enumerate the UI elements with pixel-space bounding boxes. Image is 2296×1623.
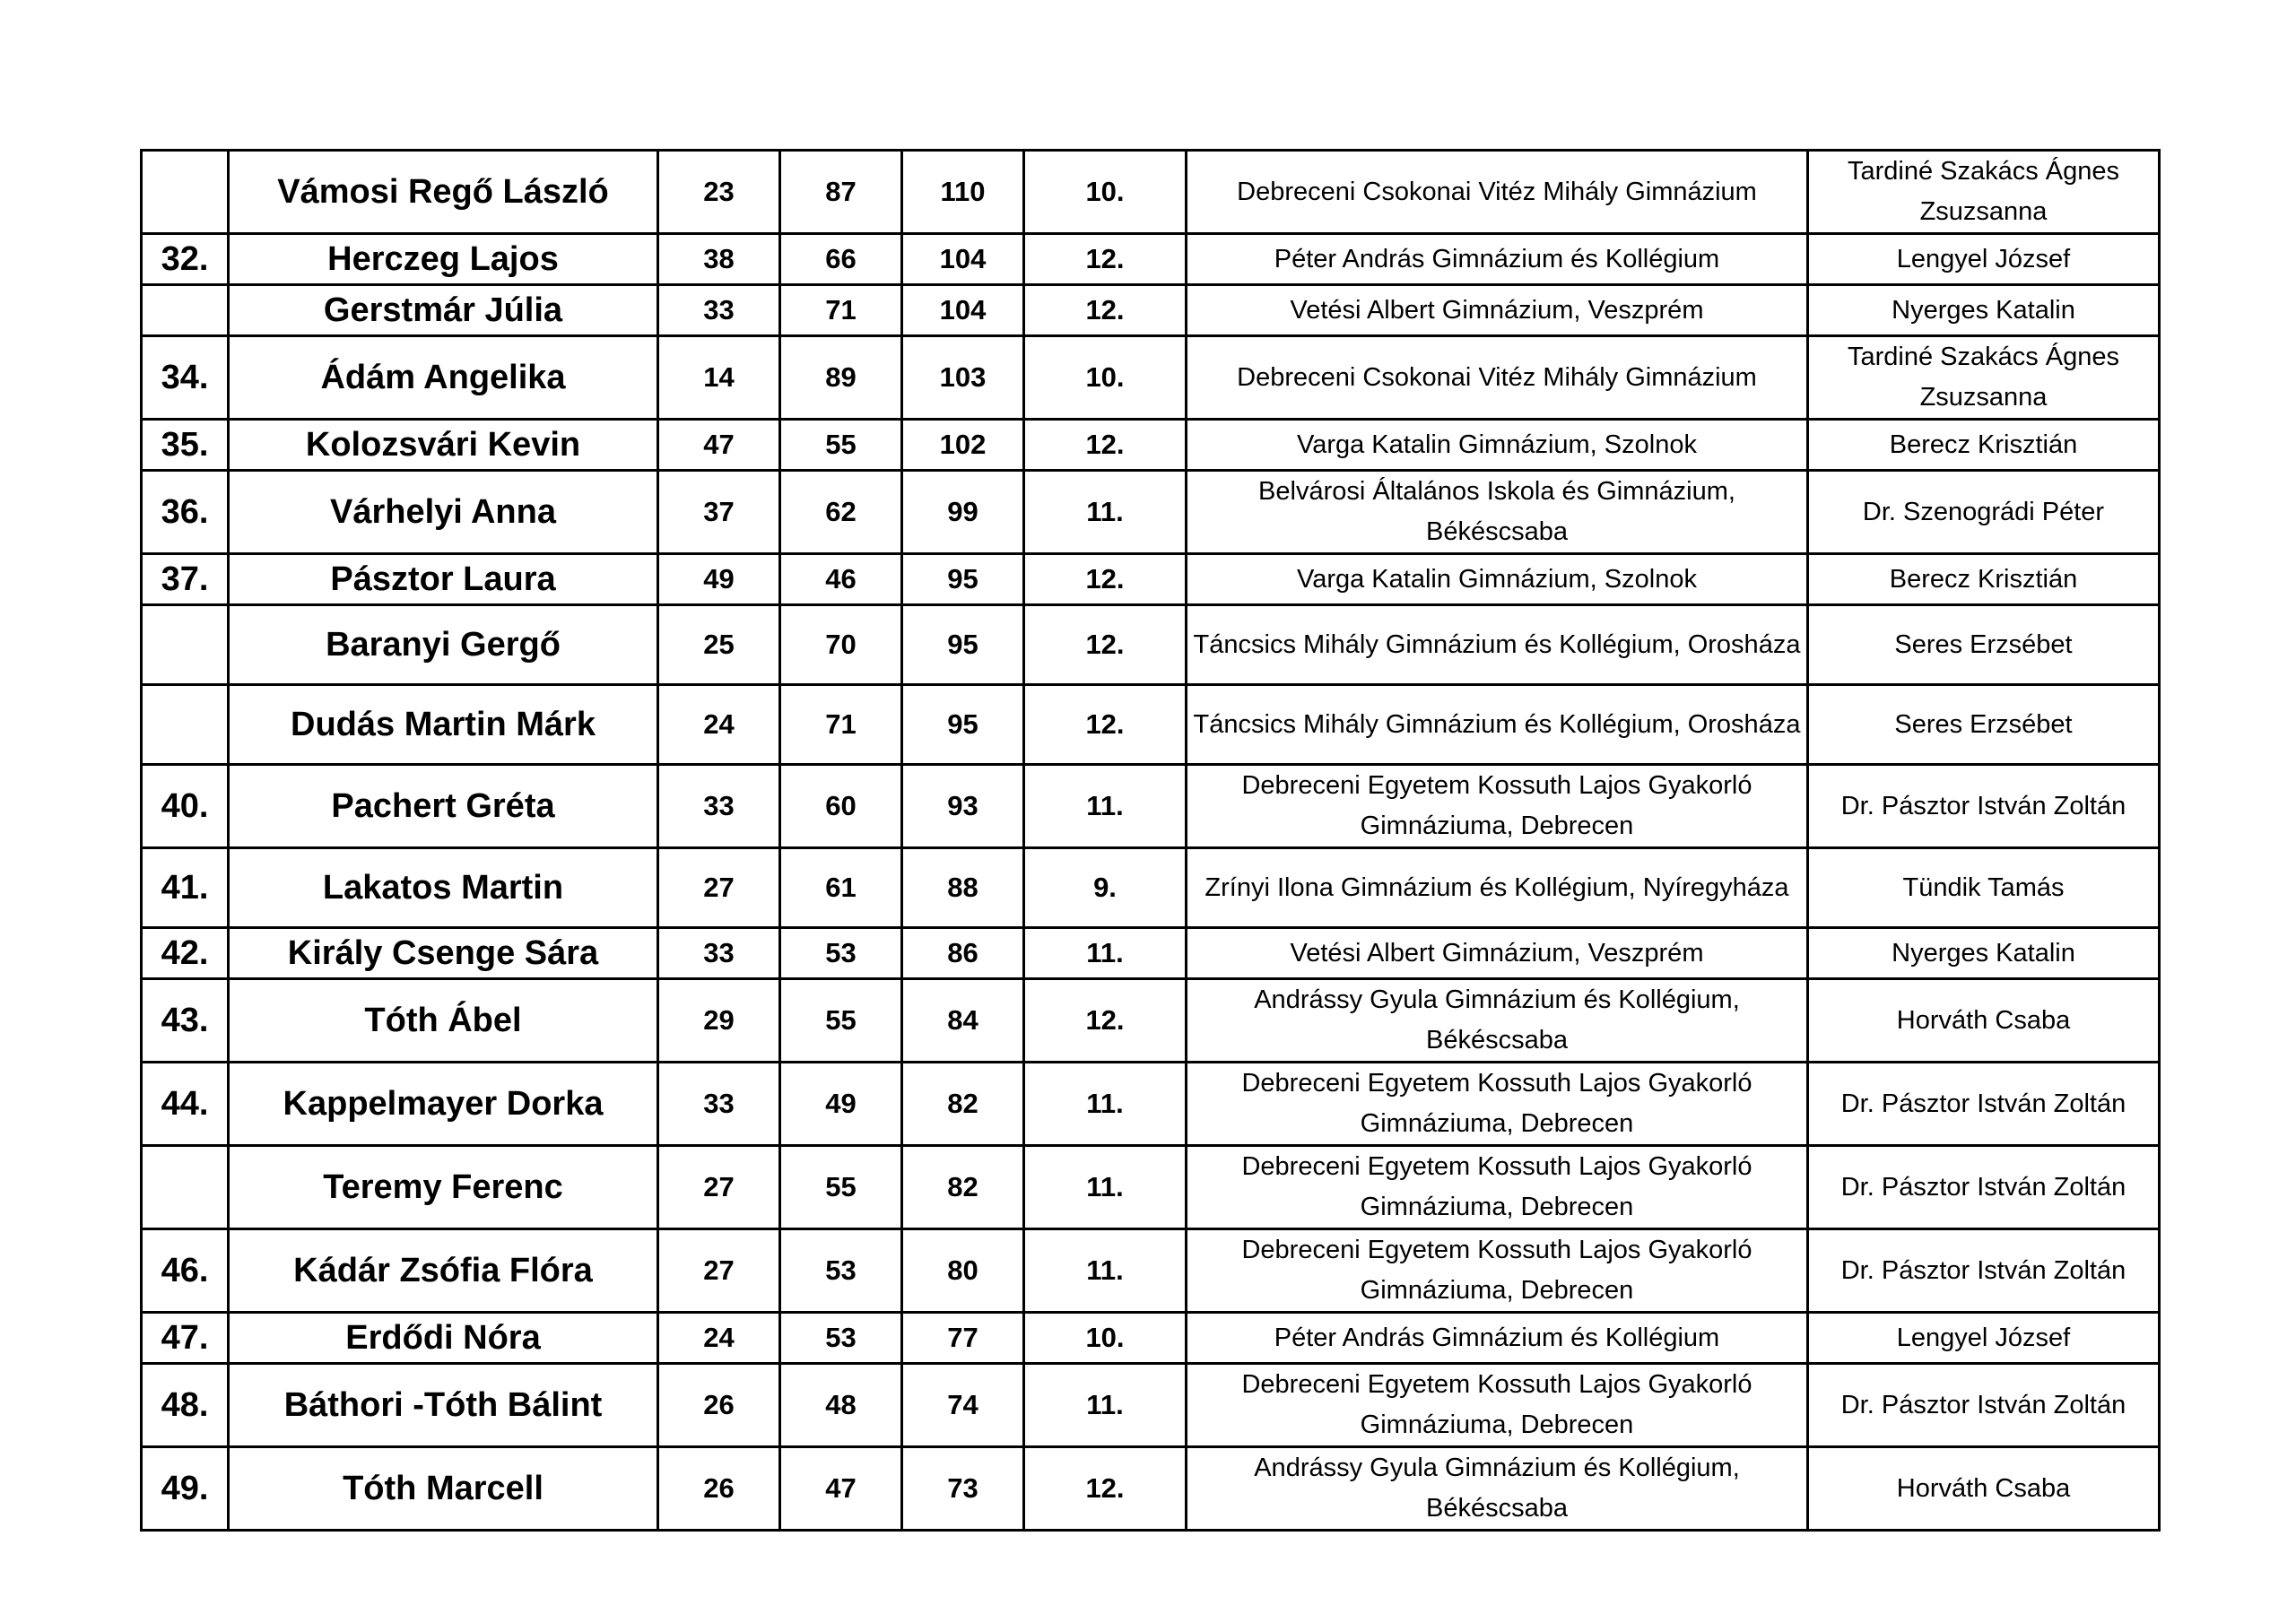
- grade-cell: 12.: [1024, 420, 1187, 471]
- grade-cell: 12.: [1024, 979, 1187, 1063]
- score2-cell: 62: [780, 471, 902, 554]
- teacher-cell: Berecz Krisztián: [1808, 554, 2160, 605]
- score1-cell: 27: [658, 1146, 780, 1229]
- rank-cell: 43.: [142, 979, 229, 1063]
- teacher-cell: Dr. Pásztor István Zoltán: [1808, 1146, 2160, 1229]
- score1-cell: 38: [658, 234, 780, 285]
- teacher-cell: Lengyel József: [1808, 234, 2160, 285]
- grade-cell: 9.: [1024, 848, 1187, 928]
- name-cell: Ádám Angelika: [229, 336, 658, 420]
- name-cell: Tóth Ábel: [229, 979, 658, 1063]
- rank-cell: 42.: [142, 928, 229, 979]
- school-cell: Varga Katalin Gimnázium, Szolnok: [1187, 554, 1808, 605]
- table-row: [142, 1146, 2160, 1229]
- name-cell: Erdődi Nóra: [229, 1313, 658, 1364]
- grade-cell: 12.: [1024, 685, 1187, 765]
- score1-cell: 33: [658, 765, 780, 848]
- grade-cell: 10.: [1024, 1313, 1187, 1364]
- grade-cell: 12.: [1024, 554, 1187, 605]
- school-cell: Debreceni Csokonai Vitéz Mihály Gimnázium: [1187, 336, 1808, 420]
- total-cell: 95: [902, 605, 1024, 685]
- name-cell: Lakatos Martin: [229, 848, 658, 928]
- score2-cell: 48: [780, 1364, 902, 1447]
- grade-cell: 12.: [1024, 605, 1187, 685]
- table-row: [142, 285, 2160, 336]
- score1-cell: 37: [658, 471, 780, 554]
- rank-cell: 47.: [142, 1313, 229, 1364]
- score2-cell: 55: [780, 1146, 902, 1229]
- grade-cell: 12.: [1024, 1447, 1187, 1531]
- rank-cell: [142, 605, 229, 685]
- school-cell: Táncsics Mihály Gimnázium és Kollégium, Orosháza: [1187, 685, 1808, 765]
- score2-cell: 53: [780, 1229, 902, 1313]
- teacher-cell: Dr. Pásztor István Zoltán: [1808, 1063, 2160, 1146]
- grade-cell: 11.: [1024, 471, 1187, 554]
- school-cell: Debreceni Egyetem Kossuth Lajos Gyakorló Gimnáziuma, Debrecen: [1187, 1146, 1808, 1229]
- score1-cell: 14: [658, 336, 780, 420]
- total-cell: 102: [902, 420, 1024, 471]
- name-cell: Dudás Martin Márk: [229, 685, 658, 765]
- score1-cell: 26: [658, 1447, 780, 1531]
- rank-cell: 48.: [142, 1364, 229, 1447]
- score1-cell: 25: [658, 605, 780, 685]
- table-row: [142, 605, 2160, 685]
- score1-cell: 47: [658, 420, 780, 471]
- total-cell: 95: [902, 685, 1024, 765]
- total-cell: 74: [902, 1364, 1024, 1447]
- school-cell: Belvárosi Általános Iskola és Gimnázium, Békéscsaba: [1187, 471, 1808, 554]
- total-cell: 99: [902, 471, 1024, 554]
- school-cell: Debreceni Egyetem Kossuth Lajos Gyakorló Gimnáziuma, Debrecen: [1187, 765, 1808, 848]
- score2-cell: 71: [780, 685, 902, 765]
- total-cell: 73: [902, 1447, 1024, 1531]
- school-cell: Vetési Albert Gimnázium, Veszprém: [1187, 285, 1808, 336]
- grade-cell: 12.: [1024, 285, 1187, 336]
- score1-cell: 33: [658, 1063, 780, 1146]
- rank-cell: [142, 1146, 229, 1229]
- name-cell: Kappelmayer Dorka: [229, 1063, 658, 1146]
- teacher-cell: Lengyel József: [1808, 1313, 2160, 1364]
- rank-cell: [142, 685, 229, 765]
- grade-cell: 11.: [1024, 765, 1187, 848]
- total-cell: 110: [902, 151, 1024, 234]
- name-cell: Báthori -Tóth Bálint: [229, 1364, 658, 1447]
- table-row: [142, 848, 2160, 928]
- score1-cell: 33: [658, 928, 780, 979]
- name-cell: Baranyi Gergő: [229, 605, 658, 685]
- score1-cell: 26: [658, 1364, 780, 1447]
- total-cell: 104: [902, 234, 1024, 285]
- name-cell: Teremy Ferenc: [229, 1146, 658, 1229]
- score1-cell: 24: [658, 1313, 780, 1364]
- teacher-cell: Dr. Pásztor István Zoltán: [1808, 765, 2160, 848]
- score2-cell: 55: [780, 979, 902, 1063]
- rank-cell: 44.: [142, 1063, 229, 1146]
- total-cell: 82: [902, 1063, 1024, 1146]
- name-cell: Vámosi Regő László: [229, 151, 658, 234]
- school-cell: Vetési Albert Gimnázium, Veszprém: [1187, 928, 1808, 979]
- score2-cell: 55: [780, 420, 902, 471]
- name-cell: Kolozsvári Kevin: [229, 420, 658, 471]
- score2-cell: 66: [780, 234, 902, 285]
- total-cell: 84: [902, 979, 1024, 1063]
- score2-cell: 71: [780, 285, 902, 336]
- table-row: [142, 1447, 2160, 1531]
- school-cell: Varga Katalin Gimnázium, Szolnok: [1187, 420, 1808, 471]
- grade-cell: 10.: [1024, 151, 1187, 234]
- grade-cell: 11.: [1024, 1229, 1187, 1313]
- teacher-cell: Dr. Pásztor István Zoltán: [1808, 1364, 2160, 1447]
- table-row: [142, 420, 2160, 471]
- school-cell: Zrínyi Ilona Gimnázium és Kollégium, Nyíregyháza: [1187, 848, 1808, 928]
- rank-cell: [142, 151, 229, 234]
- rank-cell: 35.: [142, 420, 229, 471]
- rank-cell: 36.: [142, 471, 229, 554]
- table-row: [142, 1364, 2160, 1447]
- rank-cell: 49.: [142, 1447, 229, 1531]
- score1-cell: 24: [658, 685, 780, 765]
- teacher-cell: Horváth Csaba: [1808, 1447, 2160, 1531]
- total-cell: 93: [902, 765, 1024, 848]
- table-row: [142, 1063, 2160, 1146]
- teacher-cell: Nyerges Katalin: [1808, 928, 2160, 979]
- total-cell: 77: [902, 1313, 1024, 1364]
- score1-cell: 27: [658, 848, 780, 928]
- teacher-cell: Tardiné Szakács Ágnes Zsuzsanna: [1808, 336, 2160, 420]
- grade-cell: 11.: [1024, 1146, 1187, 1229]
- grade-cell: 10.: [1024, 336, 1187, 420]
- table-row: [142, 151, 2160, 234]
- name-cell: Tóth Marcell: [229, 1447, 658, 1531]
- grade-cell: 11.: [1024, 1063, 1187, 1146]
- total-cell: 80: [902, 1229, 1024, 1313]
- total-cell: 82: [902, 1146, 1024, 1229]
- score1-cell: 23: [658, 151, 780, 234]
- score2-cell: 60: [780, 765, 902, 848]
- teacher-cell: Berecz Krisztián: [1808, 420, 2160, 471]
- name-cell: Várhelyi Anna: [229, 471, 658, 554]
- school-cell: Debreceni Egyetem Kossuth Lajos Gyakorló Gimnáziuma, Debrecen: [1187, 1229, 1808, 1313]
- table-row: [142, 685, 2160, 765]
- score1-cell: 29: [658, 979, 780, 1063]
- school-cell: Debreceni Egyetem Kossuth Lajos Gyakorló Gimnáziuma, Debrecen: [1187, 1364, 1808, 1447]
- rank-cell: 34.: [142, 336, 229, 420]
- table-row: [142, 765, 2160, 848]
- school-cell: Debreceni Egyetem Kossuth Lajos Gyakorló Gimnáziuma, Debrecen: [1187, 1063, 1808, 1146]
- teacher-cell: Horváth Csaba: [1808, 979, 2160, 1063]
- rank-cell: 46.: [142, 1229, 229, 1313]
- results-body: [142, 151, 2160, 1531]
- table-row: [142, 471, 2160, 554]
- table-row: [142, 234, 2160, 285]
- teacher-cell: Tardiné Szakács Ágnes Zsuzsanna: [1808, 151, 2160, 234]
- name-cell: Kádár Zsófia Flóra: [229, 1229, 658, 1313]
- score2-cell: 70: [780, 605, 902, 685]
- school-cell: Péter András Gimnázium és Kollégium: [1187, 234, 1808, 285]
- score1-cell: 49: [658, 554, 780, 605]
- name-cell: Pachert Gréta: [229, 765, 658, 848]
- teacher-cell: Tündik Tamás: [1808, 848, 2160, 928]
- teacher-cell: Seres Erzsébet: [1808, 605, 2160, 685]
- total-cell: 95: [902, 554, 1024, 605]
- grade-cell: 12.: [1024, 234, 1187, 285]
- school-cell: Péter András Gimnázium és Kollégium: [1187, 1313, 1808, 1364]
- name-cell: Gerstmár Júlia: [229, 285, 658, 336]
- score1-cell: 27: [658, 1229, 780, 1313]
- teacher-cell: Dr. Pásztor István Zoltán: [1808, 1229, 2160, 1313]
- teacher-cell: Nyerges Katalin: [1808, 285, 2160, 336]
- table-row: [142, 979, 2160, 1063]
- grade-cell: 11.: [1024, 928, 1187, 979]
- total-cell: 88: [902, 848, 1024, 928]
- total-cell: 103: [902, 336, 1024, 420]
- school-cell: Andrássy Gyula Gimnázium és Kollégium, Békéscsaba: [1187, 979, 1808, 1063]
- table-row: [142, 336, 2160, 420]
- total-cell: 104: [902, 285, 1024, 336]
- teacher-cell: Seres Erzsébet: [1808, 685, 2160, 765]
- rank-cell: 40.: [142, 765, 229, 848]
- rank-cell: [142, 285, 229, 336]
- score2-cell: 46: [780, 554, 902, 605]
- score2-cell: 49: [780, 1063, 902, 1146]
- name-cell: Herczeg Lajos: [229, 234, 658, 285]
- rank-cell: 37.: [142, 554, 229, 605]
- school-cell: Debreceni Csokonai Vitéz Mihály Gimnázium: [1187, 151, 1808, 234]
- results-table: [140, 149, 2161, 1532]
- score2-cell: 53: [780, 928, 902, 979]
- name-cell: Király Csenge Sára: [229, 928, 658, 979]
- teacher-cell: Dr. Szenográdi Péter: [1808, 471, 2160, 554]
- school-cell: Táncsics Mihály Gimnázium és Kollégium, Orosháza: [1187, 605, 1808, 685]
- table-row: [142, 1229, 2160, 1313]
- name-cell: Pásztor Laura: [229, 554, 658, 605]
- rank-cell: 32.: [142, 234, 229, 285]
- table-row: [142, 928, 2160, 979]
- score2-cell: 61: [780, 848, 902, 928]
- score2-cell: 89: [780, 336, 902, 420]
- table-row: [142, 554, 2160, 605]
- total-cell: 86: [902, 928, 1024, 979]
- table-row: [142, 1313, 2160, 1364]
- score2-cell: 87: [780, 151, 902, 234]
- score1-cell: 33: [658, 285, 780, 336]
- rank-cell: 41.: [142, 848, 229, 928]
- grade-cell: 11.: [1024, 1364, 1187, 1447]
- score2-cell: 53: [780, 1313, 902, 1364]
- score2-cell: 47: [780, 1447, 902, 1531]
- school-cell: Andrássy Gyula Gimnázium és Kollégium, Békéscsaba: [1187, 1447, 1808, 1531]
